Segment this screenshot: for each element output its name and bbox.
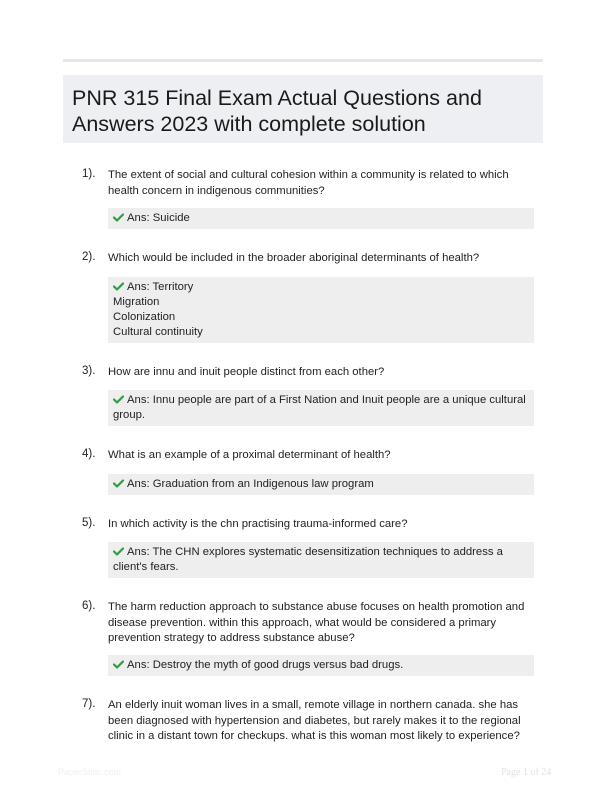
check-icon xyxy=(113,395,124,404)
question-number: 4). xyxy=(82,448,96,460)
answer-line: Cultural continuity xyxy=(113,326,203,338)
question-text: An elderly inuit woman lives in a small, remote village in northern canada. she has been diagnosed with hypertension and diabetes, but rarely makes it to the regional clinic in a distant town for checkups. what is this woman most likely to experience? xyxy=(108,699,521,742)
answer-4 xyxy=(108,474,534,495)
question-text: Which would be included in the broader aboriginal determinants of health? xyxy=(108,252,480,264)
page-title: PNR 315 Final Exam Actual Questions and Answers 2023 with complete solution xyxy=(72,86,482,136)
answer-text: Ans: Destroy the myth of good drugs versus bad drugs. xyxy=(127,659,404,671)
answer-text: Ans: Innu people are part of a First Nation and Inuit people are a unique cultural group. xyxy=(113,394,526,421)
answer-line: Colonization xyxy=(113,311,176,323)
answer-1 xyxy=(108,208,534,229)
check-icon xyxy=(113,547,124,556)
footer-watermark: PaperStitic.com xyxy=(58,767,122,777)
answer-text: Ans: Suicide xyxy=(127,212,190,224)
question-text: In which activity is the chn practising trauma-informed care? xyxy=(108,518,408,530)
question-number: 7). xyxy=(82,698,96,710)
answer-6 xyxy=(108,655,534,676)
check-icon xyxy=(113,660,124,669)
question-text: What is an example of a proximal determinant of health? xyxy=(108,449,391,461)
answer-3 xyxy=(108,390,534,426)
question-number: 3). xyxy=(82,365,96,377)
check-icon xyxy=(113,479,124,488)
answer-2 xyxy=(108,277,534,343)
title-box xyxy=(63,75,543,143)
question-number: 5). xyxy=(82,517,96,529)
question-text: The extent of social and cultural cohesion within a community is related to which health concern in indigenous communities? xyxy=(108,169,509,197)
top-rule xyxy=(63,59,543,62)
answer-line: Migration xyxy=(113,296,160,308)
check-icon xyxy=(113,213,124,222)
question-number: 6). xyxy=(82,600,96,612)
answer-5 xyxy=(108,542,534,578)
answer-text: Ans: The CHN explores systematic desensitization techniques to address a client's fears. xyxy=(113,546,503,573)
question-number: 1). xyxy=(82,168,96,180)
answer-text: Ans: Graduation from an Indigenous law program xyxy=(127,478,374,490)
page-number: Page 1 of 24 xyxy=(501,767,552,778)
answer-text: Ans: Territory xyxy=(127,281,194,293)
question-text: How are innu and inuit people distinct from each other? xyxy=(108,366,385,378)
check-icon xyxy=(113,282,124,291)
question-number: 2). xyxy=(82,251,96,263)
question-text: The harm reduction approach to substance abuse focuses on health promotion and disease prevention. within this approach, what would be considered a primary prevention strategy to address substance abuse? xyxy=(108,601,525,644)
